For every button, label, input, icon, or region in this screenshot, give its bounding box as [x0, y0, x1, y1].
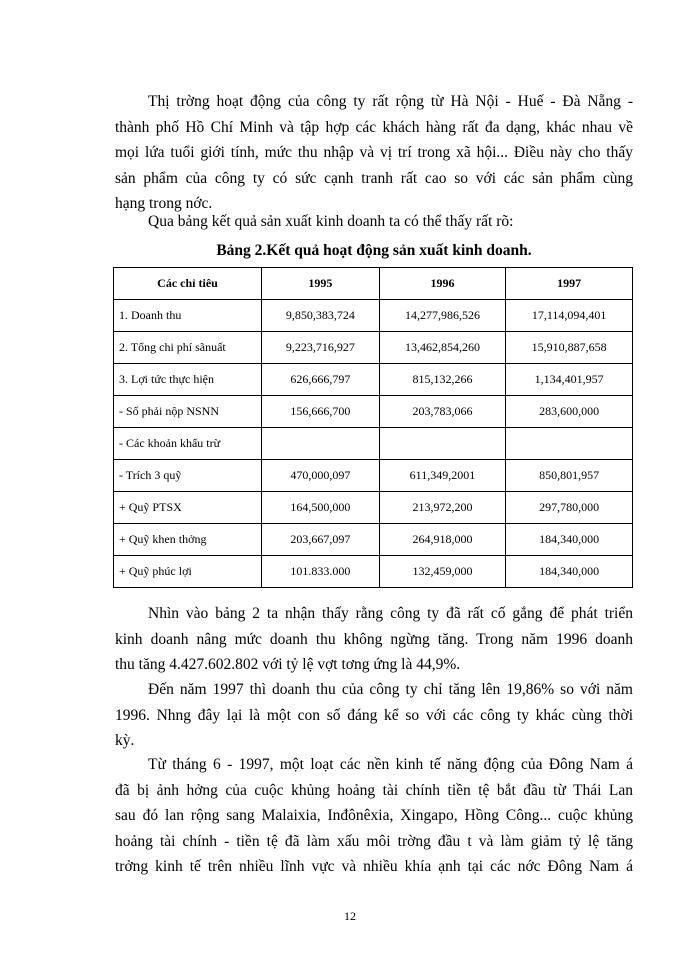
text-line: sản phẩm của công ty có sức cạnh tranh rất cao so với các sản phẩm cùng — [115, 169, 633, 187]
paragraph-market — [115, 89, 633, 217]
paragraph-intro-table — [115, 209, 633, 235]
text-line: thành phố Hồ Chí Minh và tập hợp các khách hàng rất đa dạng, khác nhau về — [115, 118, 633, 136]
cell-1997: 1,134,401,957 — [506, 364, 633, 396]
cell-1997: 17,114,094,401 — [506, 300, 633, 332]
table-row — [114, 364, 633, 396]
row-label: 3. Lợi tức thực hiện — [114, 364, 262, 396]
cell-1996: 264,918,000 — [379, 524, 506, 556]
cell-1995: 9,223,716,927 — [262, 332, 380, 364]
cell-1996: 815,132,266 — [379, 364, 506, 396]
table-row — [114, 332, 633, 364]
cell-1995: 9,850,383,724 — [262, 300, 380, 332]
text-line: Qua bảng kết quả sản xuất kinh doanh ta có thể thấy rất rõ: — [148, 213, 514, 230]
cell-1996: 203,783,066 — [379, 396, 506, 428]
text-line: kinh doanh nâng mức doanh thu không ngừng tăng. Trong năm 1996 doanh — [115, 630, 633, 648]
table-row — [114, 396, 633, 428]
results-table — [113, 267, 633, 588]
header-1995: 1995 — [262, 268, 380, 300]
header-1996: 1996 — [379, 268, 506, 300]
table-row — [114, 492, 633, 524]
cell-1996: 611,349,2001 — [379, 460, 506, 492]
table-row — [114, 460, 633, 492]
paragraph-revenue-analysis — [115, 601, 633, 678]
text-line: Thị trờng hoạt động của công ty rất rộng từ Hà Nội - Huế - Đà Nẵng - — [148, 93, 633, 110]
text-line: thu tăng 4.427.602.802 với tỷ lệ vợt tơng ứng là 44,9%. — [115, 656, 461, 673]
table-caption: Bảng 2.Kết quả hoạt động sản xuất kinh doanh. — [216, 242, 532, 259]
row-label: + Quỹ khen thởng — [114, 524, 262, 556]
text-line: mọi lứa tuổi giới tính, mức thu nhập và vị trí trong xã hội... Điều này cho thấy — [115, 144, 633, 161]
cell-1996 — [379, 428, 506, 460]
row-label: + Quỹ PTSX — [114, 492, 262, 524]
text-line: trởng kinh tế trên nhiều lĩnh vực và nhiều khía ạnh tại các nớc Đông Nam á — [115, 858, 633, 875]
text-line: Nhìn vào bảng 2 ta nhận thấy rằng công ty đã rất cố gắng để phát triển — [148, 605, 633, 622]
text-line: hạng trong nớc. — [115, 195, 213, 212]
text-line: kỳ. — [115, 732, 135, 749]
text-line: 1996. Nhng đây lại là một con số đáng kể so với các công ty khác cùng thời — [115, 706, 633, 724]
row-label: - Trích 3 quỹ — [114, 460, 262, 492]
row-label: 2. Tổng chi phí sãnuất — [114, 332, 262, 364]
table-row — [114, 556, 633, 588]
cell-1995: 626,666,797 — [262, 364, 380, 396]
text-line: sau đó lan rộng sang Malaixia, Inđônêxia, Xingapo, Hồng Công... cuộc khủng — [115, 807, 633, 824]
cell-1997: 184,340,000 — [506, 524, 633, 556]
table-row — [114, 300, 633, 332]
row-label: 1. Doanh thu — [114, 300, 262, 332]
text-line: Từ tháng 6 - 1997, một loạt các nền kinh tế năng động của Đông Nam á — [148, 756, 633, 773]
cell-1997: 15,910,887,658 — [506, 332, 633, 364]
cell-1995: 203,667,097 — [262, 524, 380, 556]
row-label: + Quỹ phúc lợi — [114, 556, 262, 588]
text-line: Đến năm 1997 thì doanh thu của công ty chỉ tăng lên 19,86% so với năm — [148, 681, 633, 698]
header-1997: 1997 — [506, 268, 633, 300]
cell-1997: 297,780,000 — [506, 492, 633, 524]
row-label: - Các khoản khấu trừ — [114, 428, 262, 460]
cell-1995: 470,000,097 — [262, 460, 380, 492]
cell-1996: 13,462,854,260 — [379, 332, 506, 364]
table-row — [114, 524, 633, 556]
cell-1997: 283,600,000 — [506, 396, 633, 428]
cell-1997: 184,340,000 — [506, 556, 633, 588]
text-line: đã bị ảnh hởng của cuộc khủng hoảng tài chính tiền tệ bắt đầu từ Thái Lan — [115, 781, 633, 799]
header-indicators: Các chỉ tiêu — [114, 268, 262, 300]
text-line: hoảng tài chính - tiền tệ đã làm xấu môi trờng đầu t và làm giảm tỷ lệ tăng — [115, 832, 633, 850]
cell-1996: 14,277,986,526 — [379, 300, 506, 332]
cell-1995 — [262, 428, 380, 460]
cell-1995: 156,666,700 — [262, 396, 380, 428]
cell-1996: 213,972,200 — [379, 492, 506, 524]
cell-1997: 850,801,957 — [506, 460, 633, 492]
page-number: 12 — [344, 909, 356, 923]
cell-1996: 132,459,000 — [379, 556, 506, 588]
row-label: - Số phải nộp NSNN — [114, 396, 262, 428]
cell-1997 — [506, 428, 633, 460]
paragraph-1997 — [115, 677, 633, 754]
cell-1995: 164,500,000 — [262, 492, 380, 524]
paragraph-crisis — [115, 752, 633, 880]
table-row — [114, 428, 633, 460]
cell-1995: 101.833.000 — [262, 556, 380, 588]
table-header-row — [114, 268, 633, 300]
